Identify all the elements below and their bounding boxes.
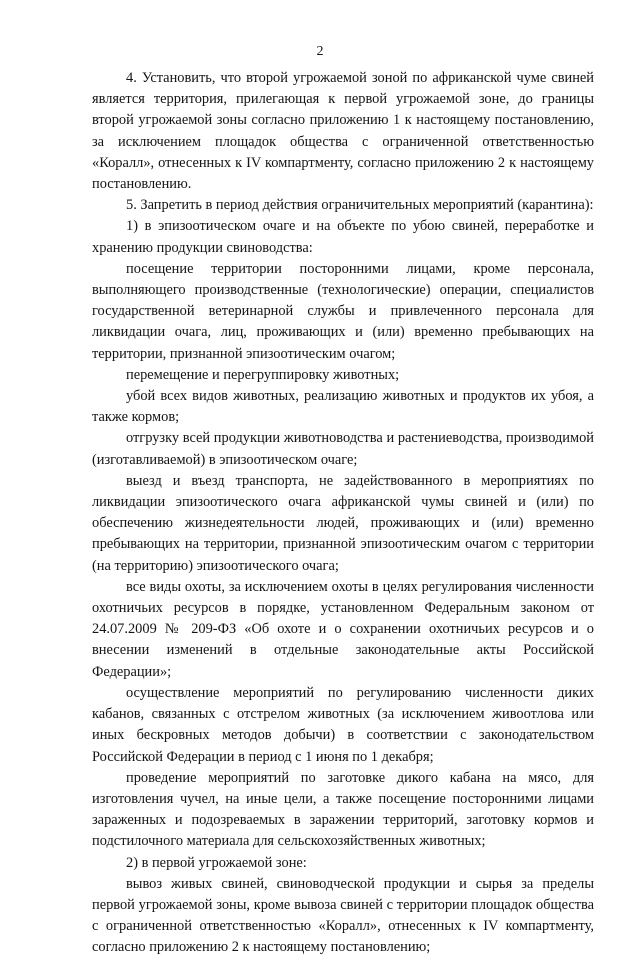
paragraph-item-5: 5. Запретить в период действия ограничительных мероприятий (карантина): (126, 197, 594, 214)
paragraph-item-4: 4. Установить, что второй угрожаемой зоной по африканской чуме свиней является территория, прилегающая к первой угрожаемой зоне, до границы второй угрожаемой зоны согласно приложению 1 к настоящему постановлению, за исключением площадок общества с ограниченной ответственностью «Коралл», отнесенных к IV компартменту, согласно приложению 2 к настоящему постановлению. (92, 70, 594, 193)
prohibition-export: вывоз живых свиней, свиноводческой продукции и сырья за пределы первой угрожаемой зоны, кроме вывоза свиней с территории площадок общества с ограниченной ответственностью «Коралл», отнесенных к IV компартменту, согласно приложению 2 к настоящему постановлению; (92, 875, 594, 956)
page-number: 2 (316, 44, 324, 59)
document-body (92, 68, 594, 959)
subparagraph-2: 2) в первой угрожаемой зоне: (126, 854, 307, 871)
prohibition-shipment: отгрузку всей продукции животноводства и растениеводства, производимой (изготавливаемой) в эпизоотическом очаге; (92, 430, 594, 468)
prohibition-transport: выезд и въезд транспорта, не задействованного в мероприятиях по ликвидации эпизоотического очага африканской чумы свиней и (или) по обеспечению жизнедеятельности людей, проживающих и (или) временно пребывающих на территории, признанной эпизоотическим очагом с территории (на территорию) эпизоотического очага; (92, 472, 594, 574)
prohibition-boar-harvesting: проведение мероприятий по заготовке дикого кабана на мясо, для изготовления чучел, на иные цели, а также посещение посторонними лицами зараженных и подозреваемых в заражении территорий, заготовку кормов и подстилочного материала для сельскохозяйственных животных; (92, 769, 594, 850)
prohibition-slaughter: убой всех видов животных, реализацию животных и продуктов их убоя, а также кормов; (92, 388, 594, 426)
prohibition-hunting: все виды охоты, за исключением охоты в целях регулирования численности охотничьих ресурсов в порядке, установленном Федеральным законом от 24.07.2009 № 209-ФЗ «Об охоте и о сохранении охотничьих ресурсов и о внесении изменений в отдельные законодательные акты Российской Федерации»; (92, 578, 594, 680)
prohibition-visits: посещение территории посторонними лицами, кроме персонала, выполняющего производственные (технологические) операции, специалистов государственной ветеринарной службы и привлеченного персонала для ликвидации очага, лиц, проживающих и (или) временно пребывающих на территории, признанной эпизоотическим очагом; (92, 260, 594, 362)
prohibition-boar-culling: осуществление мероприятий по регулированию численности диких кабанов, связанных с отстрелом животных (за исключением живоотлова или иных бескровных методов добычи) в соответствии с законодательством Российской Федерации в период с 1 июня по 1 декабря; (92, 684, 594, 765)
prohibition-regrouping: перемещение и перегруппировку животных; (126, 366, 400, 383)
subparagraph-1: 1) в эпизоотическом очаге и на объекте по убою свиней, переработке и хранению продукции свиноводства: (92, 218, 594, 256)
